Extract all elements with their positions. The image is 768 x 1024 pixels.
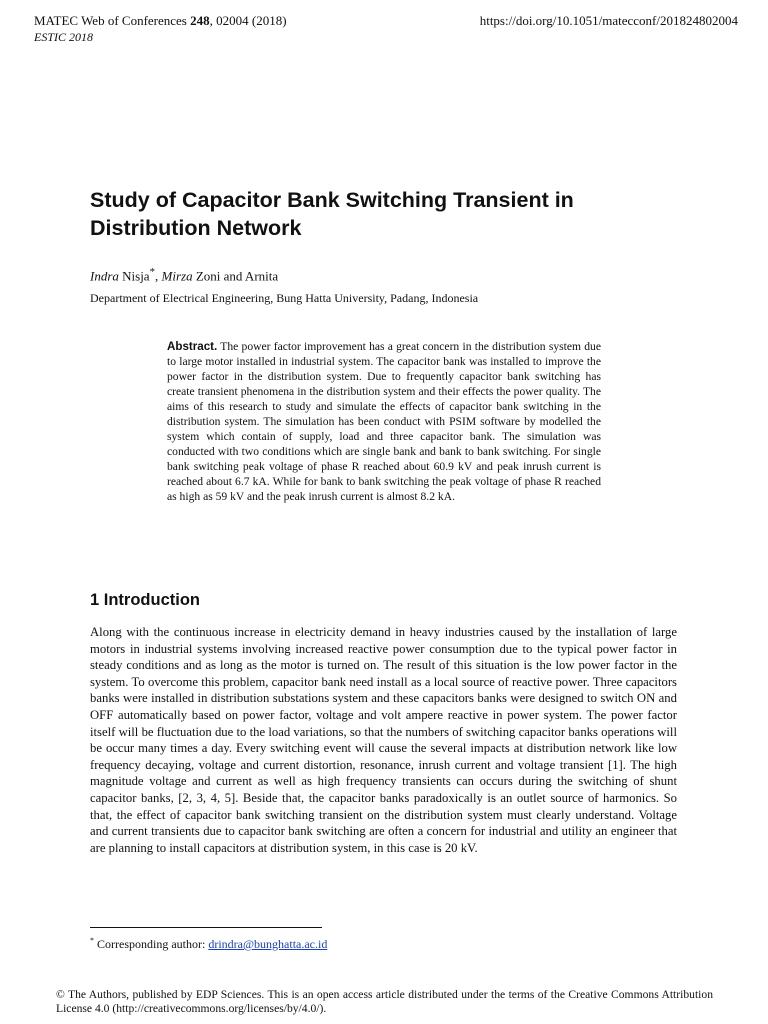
abstract (167, 339, 601, 504)
introduction-paragraph: Along with the continuous increase in electricity demand in heavy industries caused by the installation of large motors in industrial systems involving increased reactive power consumption due to the typical power factor in steady conditions and as long as the motor is turned on. The result of this situation is the low power factor in the system. To overcome this problem, capacitor bank need install as a local source of reactive power. Three capacitors banks were installed in distribution substations system and these capacitors banks were designed to switch ON and OFF automatically based on power factor, voltage and volt ampere reactive in power system. The power factor itself will be fluctuation due to the load variations, so that the numbers of switching capacitor banks operations will be occur many times a day. Every switching event will cause the several impacts at distribution network like low frequency decaying, voltage and current distortion, resonance, inrush current and voltage transient [1]. The high magnitude voltage and current as well as high frequency transients can occurs during the switching of shunt capacitor banks, [2, 3, 4, 5]. Beside that, the capacitor banks paradoxically is an outlet source of harmonics. So that, the effect of capacitor bank switching transient on the distribution system must clearly understand. Voltage and current transients due to capacitor bank switching are often a concern for industrial and utility an engineer that are planning to install capacitors at distribution system, in this case is 20 kV. (90, 625, 677, 855)
journal-volume: 248 (190, 13, 210, 28)
license-notice: © The Authors, published by EDP Sciences. This is an open access article distributed under the terms of the Creative Commons Attribution License 4.0 (http://creativecommons.org/licenses/by/4.0/). (56, 988, 713, 1015)
author-email-link[interactable]: drindra@bunghatta.ac.id (208, 937, 328, 951)
corresponding-mark: * (149, 266, 156, 278)
doi-link[interactable]: https://doi.org/10.1051/matecconf/201824802004 (479, 13, 738, 28)
author-1-last-name: Nisja (118, 268, 150, 284)
author-list (90, 266, 278, 284)
footnote-mark: * (90, 936, 94, 945)
article-number: , 02004 (2018) (209, 13, 287, 28)
author-2-rest: Zoni and Arnita (192, 268, 279, 284)
paper-title: Study of Capacitor Bank Switching Transient in Distribution Network (90, 188, 574, 240)
affiliation: Department of Electrical Engineering, Bung Hatta University, Padang, Indonesia (90, 291, 479, 305)
journal-citation (34, 12, 287, 29)
author-separator: , (155, 268, 162, 284)
abstract-text: The power factor improvement has a great concern in the distribution system due to large motor installed in industrial system. The capacitor bank was installed to improve the power factor in the distribution system. Due to frequently capacitor bank switching has create transient phenomena in the distribution system and their effects the power quality. The aims of this research to study and simulate the effects of capacitor bank switching in the distribution system. The simulation has been conduct with PSIM software by modelled the system which contain of supply, load and three capacitor bank. The simulation was conducted with two conditions which are single bank and bank to bank switching. For single bank switching peak voltage of phase R reached about 60.9 kV and peak inrush current is reached about 6.7 kA. While for bank to bank switching the peak voltage of phase R reached as high as 59 kV and the peak inrush current is almost 8.2 kA. (167, 340, 601, 503)
footnote-divider (90, 927, 322, 928)
footnote (90, 936, 327, 952)
footnote-label: Corresponding author: (94, 937, 209, 951)
running-header (34, 12, 287, 46)
abstract-label: Abstract. (167, 340, 218, 353)
conference-name: ESTIC 2018 (34, 30, 94, 44)
author-2-first-name: Mirza (161, 268, 193, 284)
section-heading-introduction: 1 Introduction (90, 591, 200, 609)
journal-name: MATEC Web of Conferences (34, 13, 187, 28)
author-1-first-name: Indra (90, 268, 119, 284)
